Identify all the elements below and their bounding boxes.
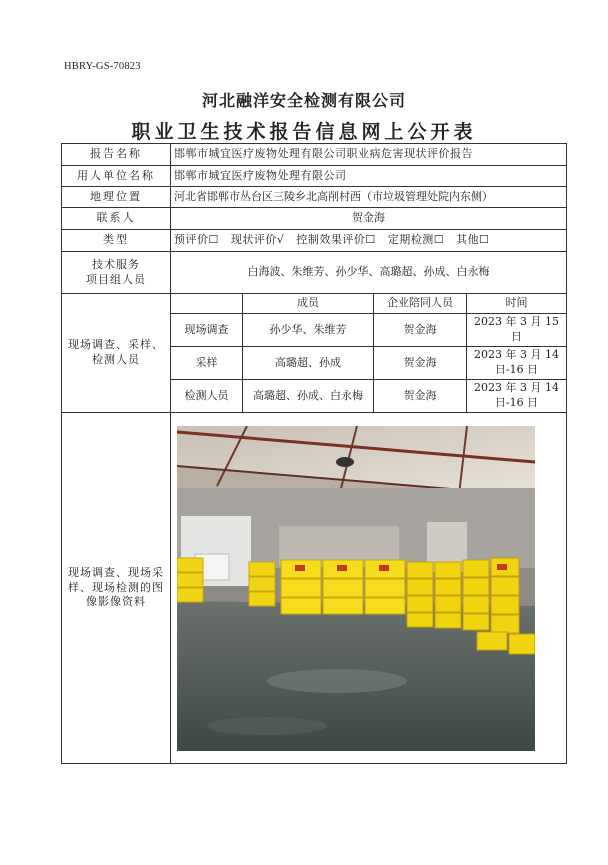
- field-item-time: [467, 380, 567, 413]
- team-label: [62, 252, 171, 294]
- field-item-name: 现场调查: [171, 314, 243, 347]
- disclosure-table: [61, 143, 567, 764]
- field-header-members: 成员: [243, 294, 374, 314]
- field-header-escort: 企业陪同人员: [374, 294, 467, 314]
- field-header-blank: [171, 294, 243, 314]
- field-item-time-line1: 2023 年 3 月 15: [474, 315, 559, 329]
- type-option-control-effect: 控制效果评价☐: [296, 233, 376, 247]
- type-option-status-evaluation: 现状评价√: [230, 233, 285, 247]
- warehouse-photo-image: [177, 426, 535, 751]
- field-item-members: 高璐超、孙成、白永梅: [243, 380, 374, 413]
- team-label-line1: 技术服务: [92, 257, 140, 271]
- row-team: [62, 252, 567, 294]
- row-type: [62, 230, 567, 252]
- field-item-time-line2: 日-16 日: [494, 396, 539, 409]
- row-employer: [62, 166, 567, 187]
- field-header-time: 时间: [467, 294, 567, 314]
- document-code: HBRY-GS-70823: [64, 61, 141, 72]
- field-item-members: 高璐超、孙成: [243, 347, 374, 380]
- site-photo: [177, 426, 535, 751]
- field-item-members: 孙少华、朱维芳: [243, 314, 374, 347]
- type-option-pre-evaluation: 预评价☐: [174, 233, 219, 247]
- location-label: 地理位置: [62, 187, 171, 208]
- type-label: 类型: [62, 230, 171, 252]
- images-label: 现场调查、现场采样、现场检测的图像影像资料: [62, 413, 171, 764]
- row-location: [62, 187, 567, 208]
- field-item-name: 检测人员: [171, 380, 243, 413]
- row-images: [62, 413, 567, 764]
- employer-label: 用人单位名称: [62, 166, 171, 187]
- team-value: 白海波、朱维芳、孙少华、高璐超、孙成、白永梅: [171, 252, 567, 294]
- contact-label: 联系人: [62, 208, 171, 230]
- type-option-other: 其他☐: [456, 233, 490, 247]
- field-item-escort: 贺金海: [374, 347, 467, 380]
- row-contact: [62, 208, 567, 230]
- team-label-line2: 项目组人员: [86, 272, 146, 286]
- field-item-time: [467, 347, 567, 380]
- location-value: 河北省邯郸市丛台区三陵乡北高削村西（市垃圾管理处院内东侧）: [171, 187, 567, 208]
- field-item-time-line2: 日-16 日: [494, 363, 539, 376]
- field-item-name: 采样: [171, 347, 243, 380]
- field-item-time: [467, 314, 567, 347]
- field-staff-label: 现场调查、采样、检测人员: [62, 294, 171, 413]
- contact-value: 贺金海: [171, 208, 567, 230]
- field-item-escort: 贺金海: [374, 314, 467, 347]
- report-name-value: 邯郸市城宜医疗废物处理有限公司职业病危害现状评价报告: [171, 144, 567, 166]
- row-field-header: [62, 294, 567, 314]
- row-report-name: [62, 144, 567, 166]
- type-options: [171, 230, 567, 252]
- field-item-escort: 贺金海: [374, 380, 467, 413]
- field-item-time-line1: 2023 年 3 月 14: [474, 348, 559, 362]
- images-cell: [171, 413, 567, 764]
- page-title: 职业卫生技术报告信息网上公开表: [131, 121, 477, 143]
- report-name-label: 报告名称: [62, 144, 171, 166]
- field-item-time-line2: 日: [511, 330, 522, 343]
- employer-value: 邯郸市城宜医疗废物处理有限公司: [171, 166, 567, 187]
- field-item-time-line1: 2023 年 3 月 14: [474, 381, 559, 395]
- type-option-periodic-test: 定期检测☐: [387, 233, 445, 247]
- company-name: 河北融洋安全检测有限公司: [201, 91, 406, 110]
